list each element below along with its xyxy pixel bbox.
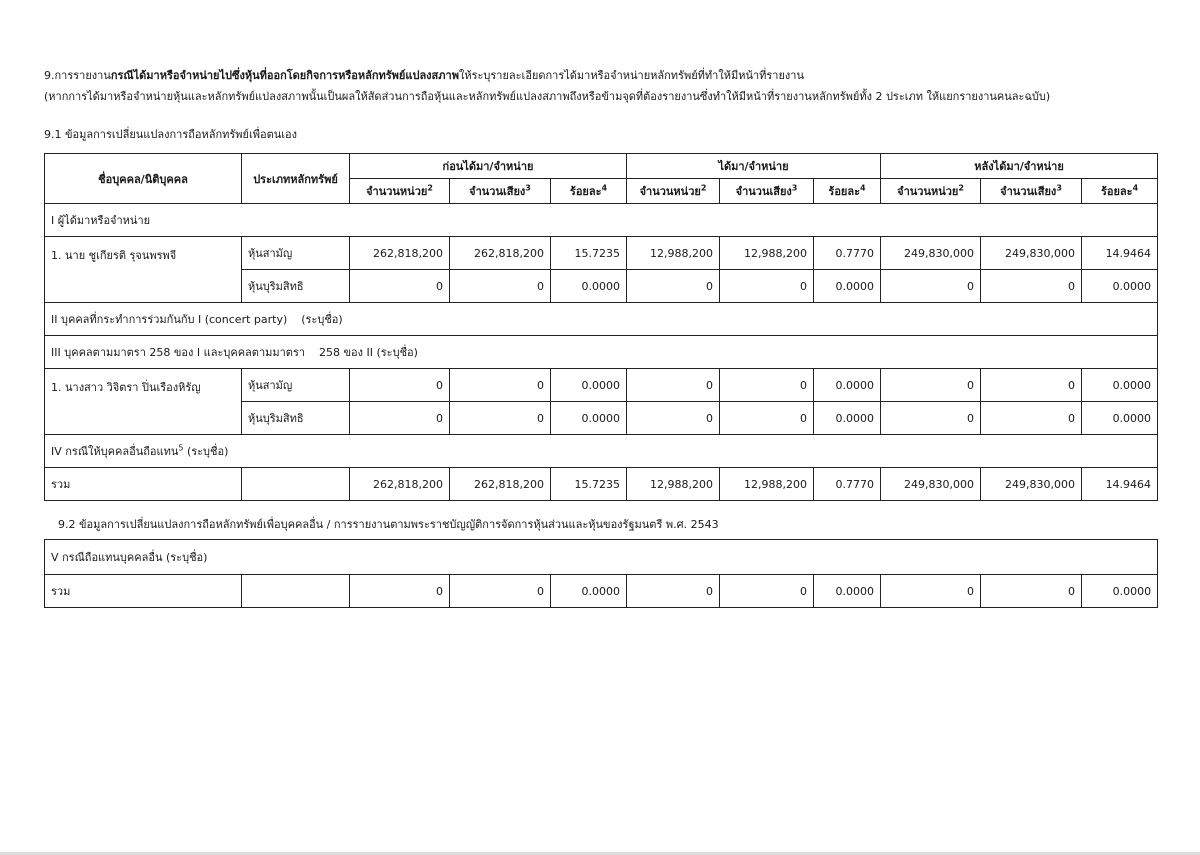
cell-value: 0 xyxy=(981,270,1082,303)
cell-value: 0 xyxy=(350,369,450,402)
cell-value: 262,818,200 xyxy=(350,237,450,270)
cell-value: 0 xyxy=(627,575,720,608)
heading-suffix: ให้ระบุรายละเอียดการได้มาหรือจำหน่ายหลักทรัพย์ที่ทำให้มีหน้าที่รายงาน xyxy=(458,69,804,82)
total-label: รวม xyxy=(45,575,242,608)
section-row-nominee xyxy=(45,435,1158,468)
cell-value: 12,988,200 xyxy=(627,237,720,270)
section-label: IV กรณีให้บุคคลอื่นถือแทน$^5$ (ระบุชื่อ) xyxy=(45,435,1158,468)
empty-cell xyxy=(242,468,350,501)
cell-value: 0 xyxy=(450,575,551,608)
col-header-type: ประเภทหลักทรัพย์ xyxy=(242,154,350,204)
cell-value: 249,830,000 xyxy=(881,237,981,270)
section-row-held-for-others xyxy=(45,540,1158,575)
heading-bold: กรณีได้มาหรือจำหน่ายไปซึ่งหุ้นที่ออกโดยกิจการหรือหลักทรัพย์แปลงสภาพ xyxy=(110,69,459,82)
security-type: หุ้นบุริมสิทธิ xyxy=(242,270,350,303)
cell-value: 0 xyxy=(350,270,450,303)
cell-value: 14.9464 xyxy=(1082,468,1158,501)
col-header-votes: จำนวนเสียง$^3$ xyxy=(720,179,814,204)
section-9-heading xyxy=(44,66,804,84)
cell-value: 12,988,200 xyxy=(720,468,814,501)
total-row xyxy=(45,575,1158,608)
section-label: II บุคคลที่กระทำการร่วมกันกับ I (concert party) (ระบุชื่อ) xyxy=(45,303,1158,336)
cell-value: 0 xyxy=(720,270,814,303)
col-header-units: จำนวนหน่วย$^2$ xyxy=(350,179,450,204)
cell-value: 0 xyxy=(720,402,814,435)
total-label: รวม xyxy=(45,468,242,501)
person-name: 1. นาย ชูเกียรติ รุจนพรพจี xyxy=(45,237,242,303)
cell-value: 0 xyxy=(627,270,720,303)
section-label: V กรณีถือแทนบุคคลอื่น (ระบุชื่อ) xyxy=(45,540,1158,575)
person-name: 1. นางสาว วิจิตรา ปิ่นเรืองหิรัญ xyxy=(45,369,242,435)
cell-value: 0 xyxy=(450,369,551,402)
section-label: I ผู้ได้มาหรือจำหน่าย xyxy=(45,204,1158,237)
cell-value: 0 xyxy=(627,402,720,435)
cell-value: 12,988,200 xyxy=(627,468,720,501)
col-header-votes: จำนวนเสียง$^3$ xyxy=(981,179,1082,204)
empty-cell xyxy=(242,575,350,608)
cell-value: 249,830,000 xyxy=(881,468,981,501)
col-header-votes: จำนวนเสียง$^3$ xyxy=(450,179,551,204)
section-9-2-title: 9.2 ข้อมูลการเปลี่ยนแปลงการถือหลักทรัพย์เพื่อบุคคลอื่น / การรายงานตามพระราชบัญญัติการจัดการหุ้นส่วนและหุ้นของรัฐมนตรี พ.ศ. 2543 xyxy=(58,518,719,531)
cell-value: 0.0000 xyxy=(551,369,627,402)
security-type: หุ้นสามัญ xyxy=(242,237,350,270)
section-row-concert-party xyxy=(45,303,1158,336)
cell-value: 0 xyxy=(450,270,551,303)
group-header-before: ก่อนได้มา/จำหน่าย xyxy=(350,154,627,179)
section-label: III บุคคลตามมาตรา 258 ของ I และบุคคลตามมาตรา 258 ของ II (ระบุชื่อ) xyxy=(45,336,1158,369)
cell-value: 0 xyxy=(881,270,981,303)
cell-value: 0 xyxy=(350,575,450,608)
col-header-name: ชื่อบุคคล/นิติบุคคล xyxy=(45,154,242,204)
cell-value: 0.0000 xyxy=(551,402,627,435)
cell-value: 0 xyxy=(450,402,551,435)
cell-value: 0 xyxy=(627,369,720,402)
cell-value: 15.7235 xyxy=(551,237,627,270)
cell-value: 0.0000 xyxy=(551,575,627,608)
cell-value: 0.7770 xyxy=(814,468,881,501)
cell-value: 0.0000 xyxy=(814,369,881,402)
cell-value: 0.0000 xyxy=(814,575,881,608)
cell-value: 262,818,200 xyxy=(450,237,551,270)
cell-value: 0.0000 xyxy=(1082,270,1158,303)
col-header-percent: ร้อยละ$^4$ xyxy=(814,179,881,204)
cell-value: 0 xyxy=(350,402,450,435)
holdings-table-others xyxy=(44,539,1158,608)
cell-value: 0.0000 xyxy=(814,402,881,435)
cell-value: 0 xyxy=(881,575,981,608)
group-header-change: ได้มา/จำหน่าย xyxy=(627,154,881,179)
col-header-units: จำนวนหน่วย$^2$ xyxy=(881,179,981,204)
col-header-units: จำนวนหน่วย$^2$ xyxy=(627,179,720,204)
security-type: หุ้นบุริมสิทธิ xyxy=(242,402,350,435)
cell-value: 0.0000 xyxy=(814,270,881,303)
heading-prefix: 9.การรายงาน xyxy=(44,69,111,82)
table-row xyxy=(45,369,1158,402)
total-row xyxy=(45,468,1158,501)
cell-value: 0 xyxy=(981,369,1082,402)
section-9-1-title: 9.1 ข้อมูลการเปลี่ยนแปลงการถือหลักทรัพย์เพื่อตนเอง xyxy=(44,128,298,141)
cell-value: 0.0000 xyxy=(1082,575,1158,608)
col-header-percent: ร้อยละ$^4$ xyxy=(551,179,627,204)
cell-value: 262,818,200 xyxy=(450,468,551,501)
cell-value: 0.0000 xyxy=(1082,402,1158,435)
cell-value: 0.0000 xyxy=(551,270,627,303)
cell-value: 262,818,200 xyxy=(350,468,450,501)
cell-value: 0 xyxy=(881,369,981,402)
cell-value: 0 xyxy=(720,369,814,402)
col-header-percent: ร้อยละ$^4$ xyxy=(1082,179,1158,204)
section-row-section-258 xyxy=(45,336,1158,369)
cell-value: 0.7770 xyxy=(814,237,881,270)
cell-value: 0 xyxy=(881,402,981,435)
section-9-note: (หากการได้มาหรือจำหน่ายหุ้นและหลักทรัพย์แปลงสภาพนั้นเป็นผลให้สัดส่วนการถือหุ้นและหลักทรัพย์แปลงสภาพถึงหรือข้ามจุดที่ต้องรายงานซึ่งทำให้มีหน้าที่รายงานหลักทรัพย์ทั้ง 2 ประเภท ให้แยกรายงานคนละฉบับ) xyxy=(44,90,1051,103)
cell-value: 249,830,000 xyxy=(981,237,1082,270)
cell-value: 12,988,200 xyxy=(720,237,814,270)
cell-value: 14.9464 xyxy=(1082,237,1158,270)
cell-value: 15.7235 xyxy=(551,468,627,501)
cell-value: 0 xyxy=(720,575,814,608)
section-row-acquirer xyxy=(45,204,1158,237)
cell-value: 0 xyxy=(981,402,1082,435)
holdings-table-self xyxy=(44,153,1158,501)
cell-value: 0.0000 xyxy=(1082,369,1158,402)
cell-value: 0 xyxy=(981,575,1082,608)
security-type: หุ้นสามัญ xyxy=(242,369,350,402)
group-header-after: หลังได้มา/จำหน่าย xyxy=(881,154,1158,179)
cell-value: 249,830,000 xyxy=(981,468,1082,501)
table-row xyxy=(45,237,1158,270)
